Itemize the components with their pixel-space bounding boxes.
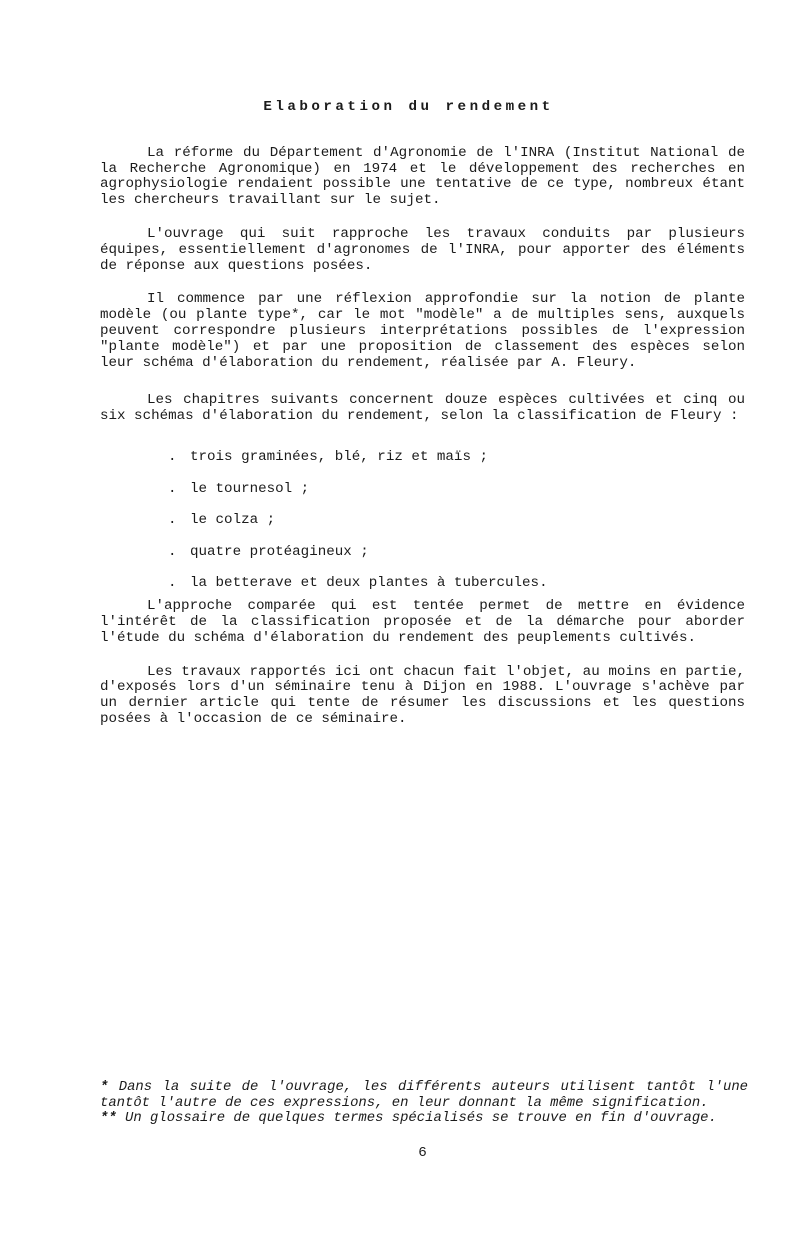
document-title: Elaboration du rendement [263,99,554,115]
list-item [168,513,745,529]
species-list [100,450,745,592]
paragraph-intro-2: L'ouvrage qui suit rapproche les travaux conduits par plusieurs équipes, essentiellement d'agronomes de l'INRA, pour apporter des éléments de réponse aux questions posées. [100,225,745,274]
list-item-text: trois graminées, blé, riz et maïs ; [190,448,488,465]
closing-paragraphs [100,599,745,728]
paragraph-intro-4: Les chapitres suivants concernent douze espèces cultivées et cinq ou six schémas d'élaboration du rendement, selon la classification de Fleury : [100,392,745,425]
footnote-2-marker: ** [100,1110,117,1127]
footnote-2 [100,1111,748,1127]
list-bullet: . [168,512,177,529]
list-bullet: . [168,543,177,560]
footnote-1-marker: * [100,1078,109,1095]
footnote-1 [100,1080,748,1112]
list-bullet: . [168,575,177,592]
footnote-1-text: Dans la suite de l'ouvrage, les différents auteurs utilisent tantôt l'une tantôt l'autre de ces expressions, en leur donnant la même signification. [100,1078,748,1111]
footnotes-block [100,1080,748,1127]
list-item-text: la betterave et deux plantes à tubercules. [190,575,548,592]
list-item [168,545,745,561]
paragraph-closing-2: Les travaux rapportés ici ont chacun fait l'objet, au moins en partie, d'exposés lors d'un séminaire tenu à Dijon en 1988. L'ouvrage s'achève par un dernier article qui tente de résumer les discussions et les questions posées à l'occasion de ce séminaire. [100,663,745,727]
list-item-text: quatre protéagineux ; [190,543,369,560]
list-bullet: . [168,480,177,497]
list-bullet: . [168,448,177,465]
list-item [168,450,745,466]
paragraph-closing-1: L'approche comparée qui est tentée permet de mettre en évidence l'intérêt de la classification proposée et de la démarche pour aborder l'étude du schéma d'élaboration du rendement des peuplements cultivés. [100,598,745,646]
list-item [168,576,745,592]
paragraph-intro-1: La réforme du Département d'Agronomie de l'INRA (Institut National de la Recherche Agronomique) en 1974 et le développement des recherches en agrophysiologie rendaient possible une tentative de ce type, nombreux étant les chercheurs travaillant sur le sujet. [100,144,745,209]
paragraph-intro-3: Il commence par une réflexion approfondie sur la notion de plante modèle (ou plante type*, car le mot "modèle" a de multiples sens, auxquels peuvent correspondre plusieurs interprétations possibles de l'expression "plante modèle") et par une proposition de classement des espèces selon leur schéma d'élaboration du rendement, réalisée par A. Fleury. [100,291,745,371]
list-item [168,482,745,498]
list-item-text: le tournesol ; [190,480,310,497]
page-number: 6 [418,1145,427,1162]
list-item-text: le colza ; [190,512,276,529]
footnote-2-text: Un glossaire de quelques termes spécialisés se trouve en fin d'ouvrage. [125,1110,717,1127]
